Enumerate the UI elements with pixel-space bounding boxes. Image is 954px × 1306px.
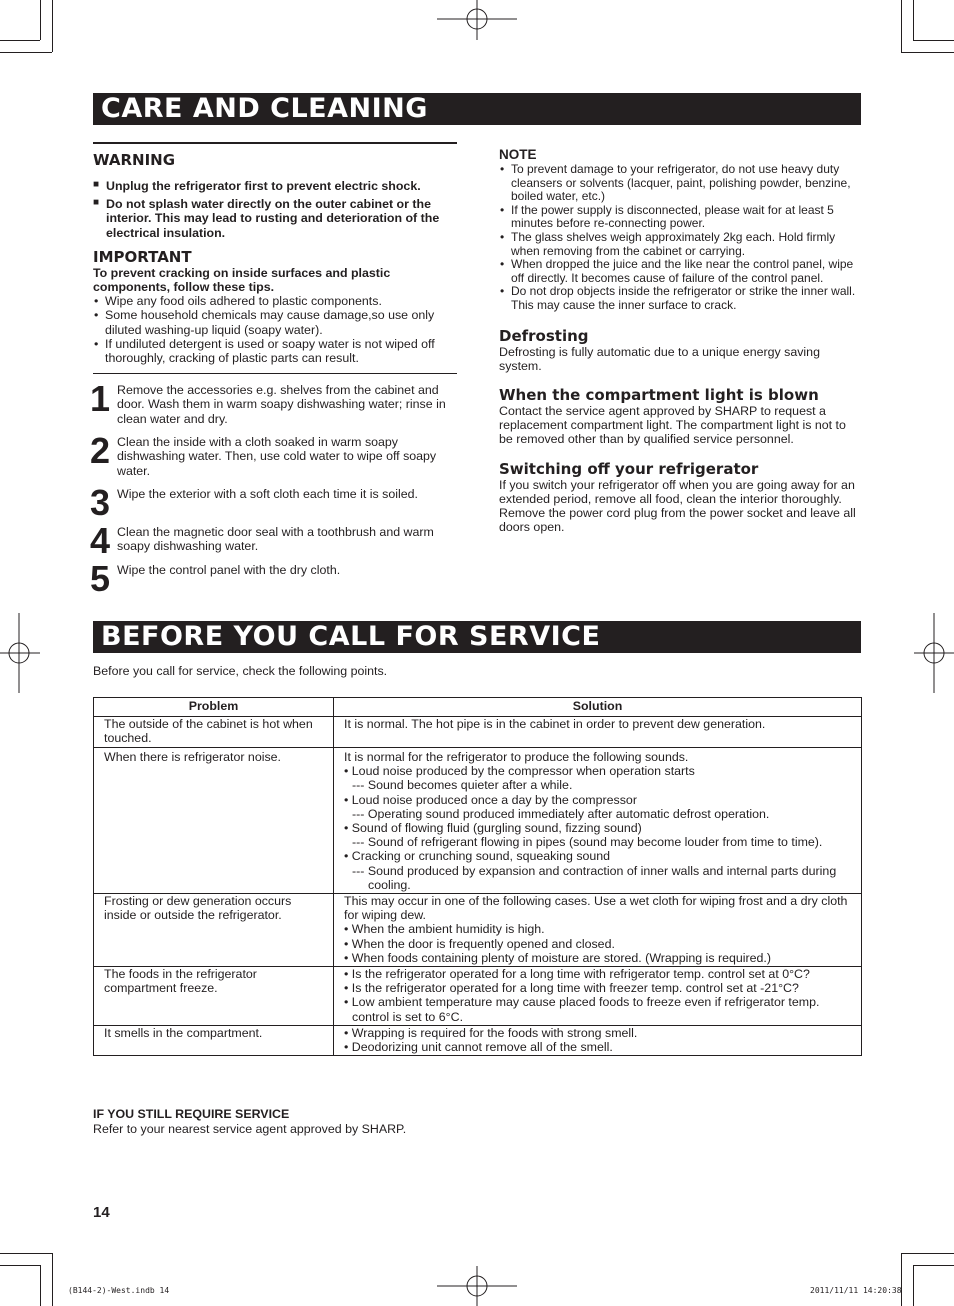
table-row bbox=[94, 717, 862, 748]
table-row bbox=[94, 967, 862, 1026]
step-number: 1 bbox=[90, 378, 111, 420]
warning-item: ■ Do not splash water directly on the outer cabinet or the interior. This may lead to rusting and deterioration of the electrical insulation. bbox=[93, 197, 457, 240]
cleaning-step bbox=[90, 558, 457, 600]
warning-list bbox=[93, 179, 457, 240]
solution-cell bbox=[334, 717, 862, 748]
step-text: Wipe the control panel with the dry cloth. bbox=[117, 563, 341, 578]
defrosting-heading: Defrosting bbox=[499, 326, 589, 345]
step-text: Clean the magnetic door seal with a toothbrush and warm soapy dishwashing water. bbox=[117, 525, 434, 554]
still-service-heading: IF YOU STILL REQUIRE SERVICE bbox=[93, 1107, 290, 1121]
solution-line: • Wrapping is required for the foods with strong smell. bbox=[344, 1025, 638, 1040]
important-item: • Wipe any food oils adhered to plastic components. bbox=[93, 294, 457, 308]
section-rule bbox=[93, 373, 457, 374]
note-heading: NOTE bbox=[499, 147, 537, 162]
cleaning-step bbox=[90, 378, 457, 427]
solution-line: This may occur in one of the following cases. Use a wet cloth for wiping frost and a dry cloth for wiping dew. bbox=[344, 894, 848, 923]
still-service-text: Refer to your nearest service agent approved by SHARP. bbox=[93, 1121, 407, 1136]
switching-heading: Switching off your refrigerator bbox=[499, 459, 759, 478]
light-text: Contact the service agent approved by SHARP to request a replacement compartment light. The compartment light is not to be removed other than by qualified service personnel. bbox=[499, 403, 846, 447]
care-right-column bbox=[499, 147, 861, 534]
solution-line: • Low ambient temperature may cause placed foods to freeze even if refrigerator temp. control is set to 6°C. bbox=[344, 995, 820, 1024]
note-item: • The glass shelves weigh approximately 2kg each. Hold firmly when removing from the cabinet or carrying. bbox=[499, 231, 861, 258]
problem-cell: The foods in the refrigerator compartment freeze. bbox=[94, 967, 334, 1026]
important-item: • If undiluted detergent is used or soapy water is not wiped off thoroughly, cracking of plastic parts can result. bbox=[93, 337, 457, 365]
step-number: 4 bbox=[90, 520, 111, 562]
solution-line: • Is the refrigerator operated for a long time with refrigerator temp. control set at 0°C? bbox=[344, 967, 810, 982]
crop-mark bbox=[913, 40, 954, 41]
step-number: 2 bbox=[90, 430, 111, 472]
solution-cell bbox=[334, 967, 862, 1026]
solution-line: • Cracking or crunching sound, squeaking sound bbox=[344, 849, 611, 864]
cleaning-step bbox=[90, 482, 457, 524]
footer-timestamp: 2011/11/11 14:20:38 bbox=[810, 1286, 902, 1295]
solution-line: • Loud noise produced once a day by the compressor bbox=[344, 792, 637, 807]
crop-mark bbox=[52, 1253, 53, 1306]
service-title-banner: BEFORE YOU CALL FOR SERVICE bbox=[93, 621, 861, 653]
warning-heading: WARNING bbox=[93, 151, 176, 169]
switching-text: If you switch your refrigerator off when you are going away for an extended period, remove all food, clean the interior thoroughly. Remove the power cord plug from the power socket and leave all doors open. bbox=[499, 477, 856, 535]
step-number: 3 bbox=[90, 482, 111, 524]
step-text: Clean the inside with a cloth soaked in warm soapy dishwashing water. Then, use cold water to wipe off soapy water. bbox=[117, 435, 437, 478]
important-lead: To prevent cracking on inside surfaces and plastic components, follow these tips. bbox=[93, 265, 391, 295]
crop-mark bbox=[52, 0, 53, 52]
step-number: 5 bbox=[90, 558, 111, 600]
cleaning-steps bbox=[90, 378, 457, 600]
column-header-solution: Solution bbox=[334, 698, 862, 717]
crop-mark bbox=[901, 1253, 954, 1254]
crop-mark bbox=[0, 1253, 52, 1254]
crop-mark bbox=[913, 1265, 954, 1266]
note-item: • If the power supply is disconnected, please wait for at least 5 minutes before re-connecting power. bbox=[499, 204, 861, 231]
solution-line: • When the ambient humidity is high. bbox=[344, 922, 545, 937]
note-list bbox=[499, 163, 861, 313]
registration-mark-icon bbox=[914, 613, 954, 693]
problem-cell: Frosting or dew generation occurs inside or outside the refrigerator. bbox=[94, 894, 334, 967]
troubleshooting-table bbox=[93, 697, 862, 1056]
note-item: • Do not drop objects inside the refrigerator or strike the inner wall. This may cause the inner surface to crack. bbox=[499, 285, 861, 312]
crop-mark bbox=[901, 0, 902, 52]
important-item: • Some household chemicals may cause damage,so use only diluted washing-up liquid (soapy water). bbox=[93, 308, 457, 336]
crop-mark bbox=[913, 0, 914, 40]
important-list bbox=[93, 294, 457, 365]
crop-mark bbox=[0, 1265, 40, 1266]
service-intro: Before you call for service, check the following points. bbox=[93, 664, 388, 678]
solution-line: • When the door is frequently opened and closed. bbox=[344, 936, 615, 951]
still-require-service bbox=[93, 1107, 406, 1136]
solution-line: • Deodorizing unit cannot remove all of the smell. bbox=[344, 1040, 613, 1055]
problem-cell: When there is refrigerator noise. bbox=[94, 748, 334, 894]
solution-line: --- Sound produced by expansion and contraction of inner walls and internal parts during cooling. bbox=[352, 863, 837, 892]
defrosting-text: Defrosting is fully automatic due to a unique energy saving system. bbox=[499, 344, 820, 373]
crop-mark bbox=[901, 1253, 902, 1306]
crop-mark bbox=[0, 40, 40, 41]
solution-cell bbox=[334, 1025, 862, 1055]
table-row bbox=[94, 1025, 862, 1055]
solution-line: • Sound of flowing fluid (gurgling sound, fizzing sound) bbox=[344, 821, 642, 836]
step-text: Remove the accessories e.g. shelves from the cabinet and door. Wash them in warm soapy dishwashing water; rinse in clean water and dry. bbox=[117, 383, 446, 426]
crop-mark bbox=[0, 52, 52, 53]
solution-cell bbox=[334, 748, 862, 894]
registration-mark-icon bbox=[0, 613, 40, 693]
solution-line: --- Sound of refrigerant flowing in pipes (sound may become louder from time to time). bbox=[352, 835, 823, 850]
solution-line: --- Operating sound produced immediately after automatic defrost operation. bbox=[352, 806, 770, 821]
cleaning-step bbox=[90, 520, 457, 562]
table-header-row bbox=[94, 698, 862, 717]
crop-mark bbox=[901, 52, 954, 53]
page-number: 14 bbox=[93, 1204, 110, 1221]
footer-file-name: (B144-2)-West.indb 14 bbox=[68, 1286, 170, 1295]
important-heading: IMPORTANT bbox=[93, 247, 192, 266]
crop-mark bbox=[40, 1265, 41, 1306]
registration-mark-icon bbox=[437, 0, 517, 40]
cleaning-step bbox=[90, 430, 457, 479]
registration-mark-icon bbox=[437, 1266, 517, 1306]
problem-cell: The outside of the cabinet is hot when touched. bbox=[94, 717, 334, 748]
light-heading: When the compartment light is blown bbox=[499, 385, 819, 404]
crop-mark bbox=[913, 1265, 914, 1306]
solution-line: • Loud noise produced by the compressor when operation starts bbox=[344, 764, 695, 779]
solution-line: It is normal for the refrigerator to produce the following sounds. bbox=[344, 750, 689, 764]
note-item: • To prevent damage to your refrigerator, do not use heavy duty cleansers or solvents (lacquer, paint, polishing powder, benzine, boiled water, etc.) bbox=[499, 163, 861, 204]
warning-item: ■ Unplug the refrigerator first to prevent electric shock. bbox=[93, 179, 457, 193]
care-title-banner: CARE AND CLEANING bbox=[93, 93, 861, 125]
solution-line: --- Sound becomes quieter after a while. bbox=[352, 778, 573, 793]
section-rule bbox=[93, 142, 457, 144]
table-row bbox=[94, 894, 862, 967]
solution-line: • Is the refrigerator operated for a long time with freezer temp. control set at -21°C? bbox=[344, 981, 799, 996]
solution-line: It is normal. The hot pipe is in the cabinet in order to prevent dew generation. bbox=[344, 717, 766, 731]
column-header-problem: Problem bbox=[94, 698, 334, 717]
solution-line: • When foods containing plenty of moisture are stored. (Wrapping is required.) bbox=[344, 950, 771, 965]
crop-mark bbox=[40, 0, 41, 40]
care-left-column bbox=[90, 142, 457, 600]
step-text: Wipe the exterior with a soft cloth each time it is soiled. bbox=[117, 487, 418, 502]
solution-cell bbox=[334, 894, 862, 967]
problem-cell: It smells in the compartment. bbox=[94, 1025, 334, 1055]
table-row bbox=[94, 748, 862, 894]
note-item: • When dropped the juice and the like near the control panel, wipe off directly. It becomes cause of failure of the control panel. bbox=[499, 258, 861, 285]
